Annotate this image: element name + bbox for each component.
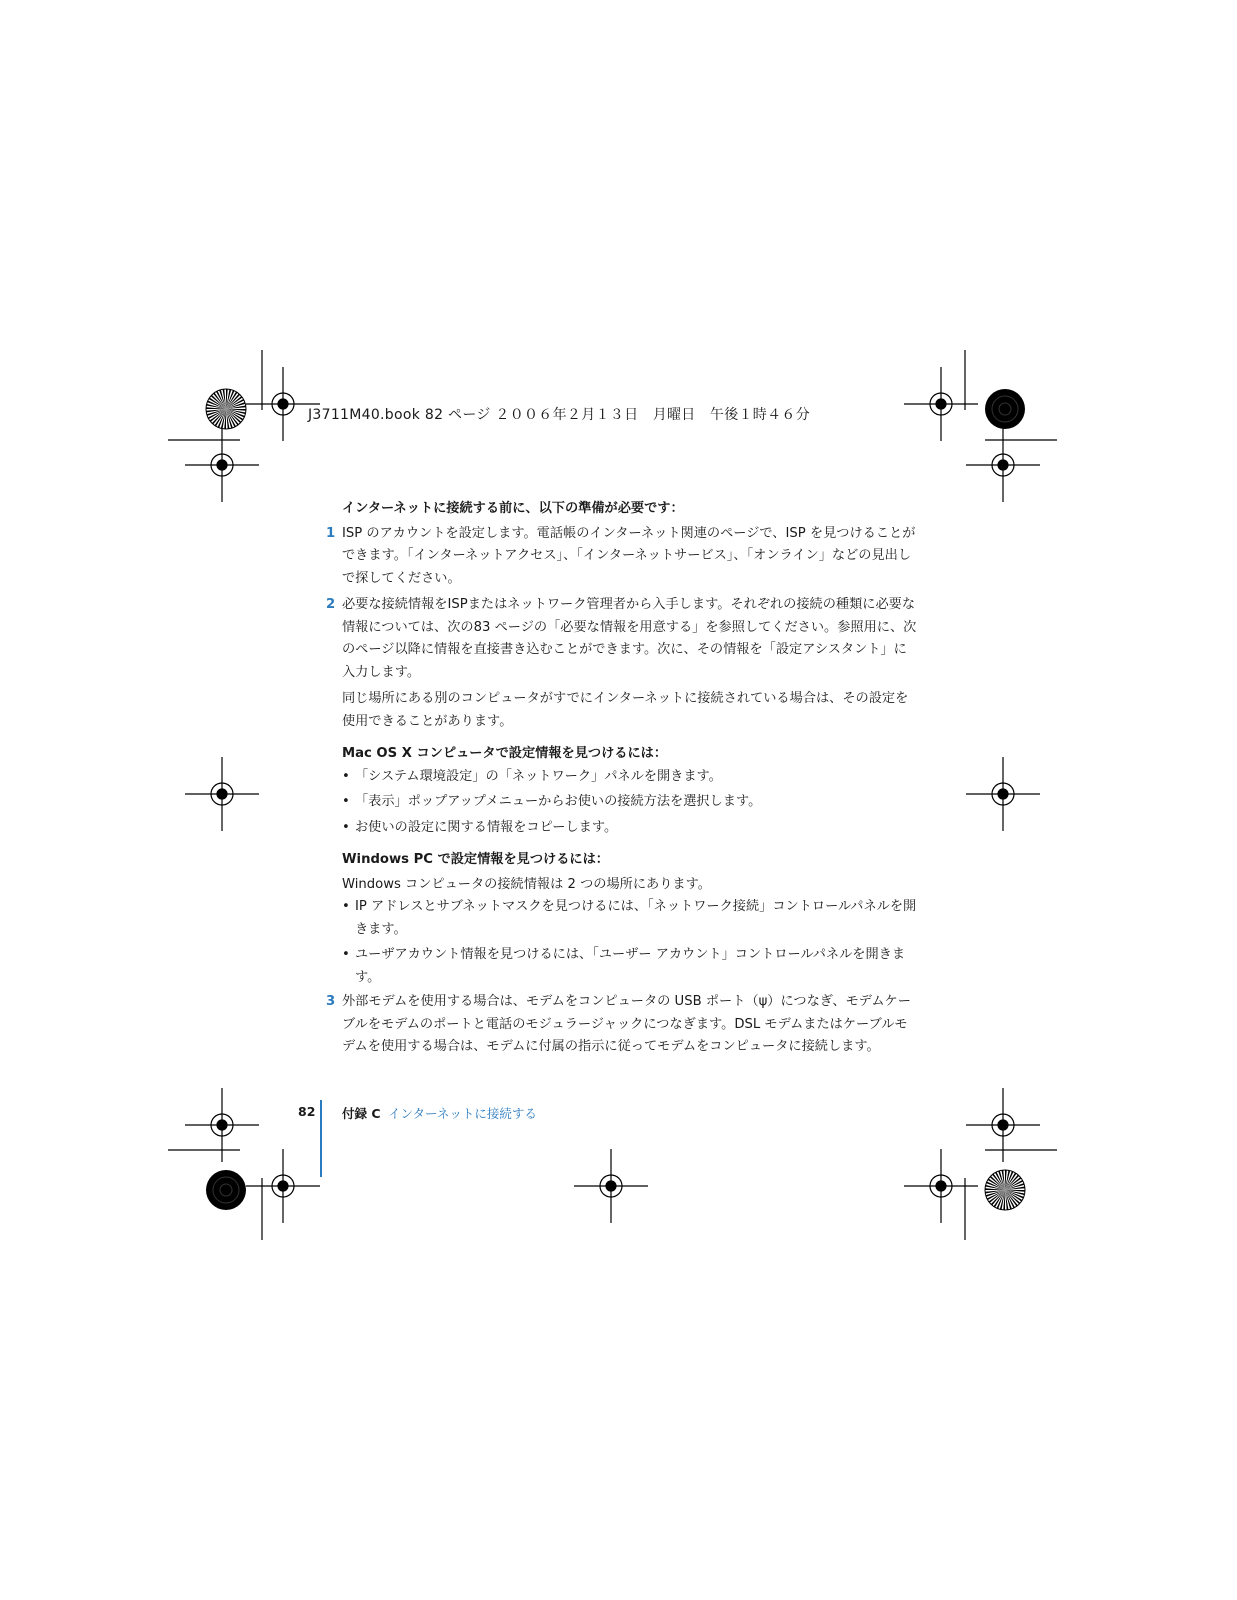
step-number: 3 [326, 994, 336, 1009]
windows-heading: Windows PC で設定情報を見つけるには： [342, 852, 609, 867]
registration-mark-icon [904, 367, 978, 441]
step-1 [326, 523, 917, 591]
note-paragraph: 同じ場所にある別のコンピュータがすでにインターネットに接続されている場合は、その設定を使用できることがあります。 [342, 691, 909, 729]
list-item: • IP アドレスとサブネットマスクを見つけるには、「ネットワーク接続」コントロールパネルを開きます。 [342, 896, 917, 941]
step-text: 必要な接続情報をISPまたはネットワーク管理者から入手します。それぞれの接続の種類に必要な情報については、次の83 ページの「必要な情報を用意する」を参照してください。参照用に、次のページ以降に情報を直接書き込むことができます。次に、その情報を「設定アシスタント」に入力します。 [342, 597, 917, 680]
color-bar-icon [206, 1170, 246, 1210]
section-heading: インターネットに接続する前に、以下の準備が必要です： [342, 501, 684, 516]
page-footer [298, 1104, 537, 1121]
step-text: ISP のアカウントを設定します。電話帳のインターネット関連のページで、ISP を見つけることができます。「インターネットアクセス」、「インターネットサービス」、「オンライン」などの見出しで探してください。 [342, 525, 916, 586]
page-number: 82 [298, 1104, 316, 1119]
appendix-label: 付録 C [342, 1106, 381, 1121]
step-number: 1 [326, 525, 336, 541]
list-item: • ユーザアカウント情報を見つけるには、「ユーザー アカウント」コントロールパネルを開きます。 [342, 944, 917, 989]
registration-mark-icon [904, 1149, 978, 1223]
list-item: • お使いの設定に関する情報をコピーします。 [342, 817, 917, 840]
windows-intro: Windows コンピュータの接続情報は 2 つの場所にあります。 [342, 876, 711, 892]
registration-mark-icon [185, 1088, 259, 1162]
registration-mark-icon [574, 1149, 648, 1223]
list-item: • 「表示」ポップアップメニューからお使いの接続方法を選択します。 [342, 791, 917, 814]
footer-divider [320, 1100, 322, 1177]
list-item: • 「システム環境設定」の「ネットワーク」パネルを開きます。 [342, 766, 917, 789]
chapter-title: インターネットに接続する [388, 1106, 537, 1121]
step-number: 2 [326, 597, 336, 612]
starburst-icon [206, 389, 246, 429]
registration-mark-icon [966, 757, 1040, 831]
step-3 [326, 991, 917, 1059]
registration-mark-icon [966, 428, 1040, 502]
main-content [326, 498, 917, 1059]
registration-mark-icon [185, 757, 259, 831]
step-text: 外部モデムを使用する場合は、モデムをコンピュータの USB ポート（ψ）につなぎ、モデムケーブルをモデムのポートと電話のモジュラージャックにつなぎます。DSL モデムまたはケーブルモデムを使用する場合は、モデムに付属の指示に従ってモデムをコンピュータに接続します。 [342, 994, 911, 1054]
step-2 [326, 594, 917, 684]
color-bar-icon [985, 389, 1025, 429]
registration-mark-icon [185, 428, 259, 502]
registration-mark-icon [246, 1149, 320, 1223]
file-slug-line: J3711M40.book 82 ページ ２００６年２月１３日 月曜日 午後１時４６分 [308, 407, 811, 423]
starburst-icon [985, 1170, 1025, 1210]
mac-heading: Mac OS X コンピュータで設定情報を見つけるには： [342, 746, 668, 761]
registration-mark-icon [966, 1088, 1040, 1162]
